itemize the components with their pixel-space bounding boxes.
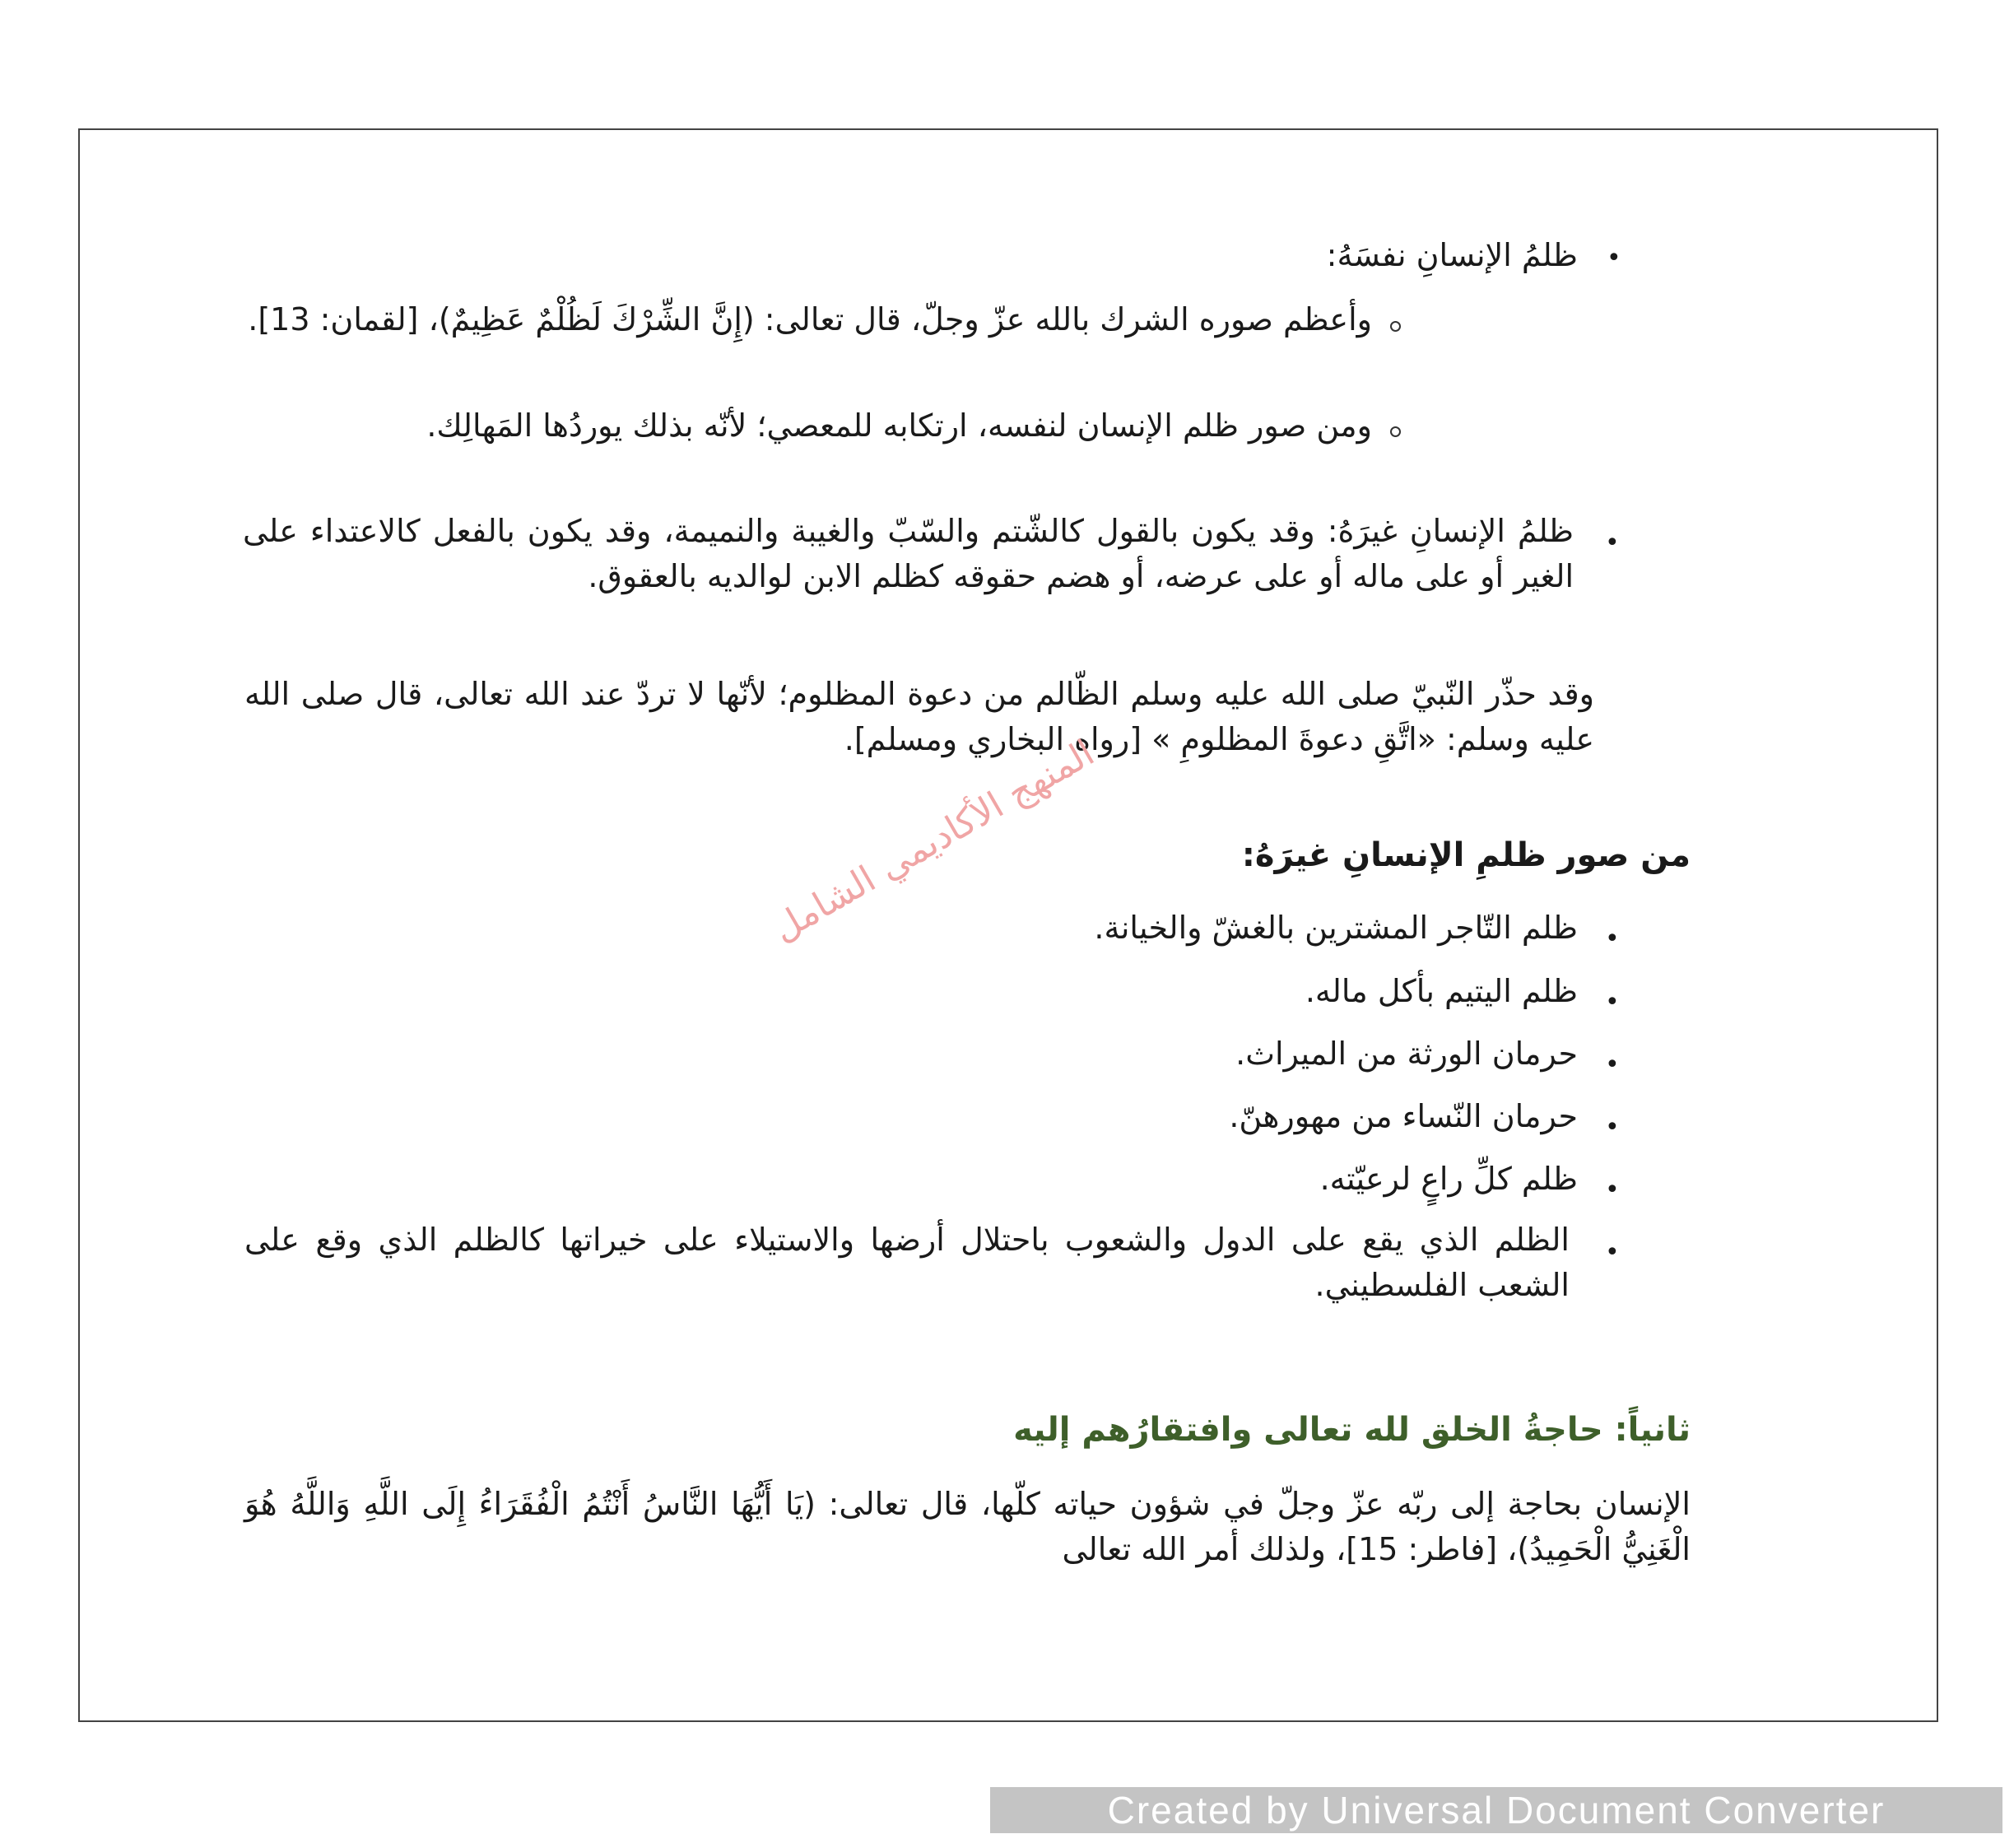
paragraph-prophet-warning: وقد حذّر النّبيّ صلى الله عليه وسلم الظّالم من دعوة المظلوم؛ لأنّها لا تردّ عند الله تعالى، قال صلى الله عليه وسلم: «اتَّقِ دعوةَ المظلومِ » [رواه البخاري ومسلم]. <box>244 676 1594 757</box>
list-item: الظلم الذي يقع على الدول والشعوب باحتلال أرضها والاستيلاء على خيراتها كالظلم الذي وقع على الشعب الفلسطيني. <box>244 1222 1570 1303</box>
circle-bullet <box>1390 426 1401 437</box>
converter-footer-banner: Created by Universal Document Converter <box>990 1787 2002 1833</box>
bullet-dot: • <box>1607 244 1621 272</box>
bullet-dot: • <box>1605 1238 1620 1267</box>
paragraph-need-for-god: الإنسان بحاجة إلى ربّه عزّ وجلّ في شؤون حياته كلّها، قال تعالى: (يَا أَيُّهَا النَّاسُ أَنْتُمُ الْفُقَرَاءُ إِلَى اللَّهِ وَاللَّهُ هُوَ الْغَنِيُّ الْحَمِيدُ)، [فاطر: 15]، ولذلك أمر الله تعالى <box>244 1486 1691 1567</box>
list-item: حرمان النّساء من مهورهنّ. <box>1229 1098 1578 1134</box>
bullet-dot: • <box>1605 988 1620 1017</box>
bullet-dot: • <box>1605 924 1620 953</box>
sub-item-sins: ومن صور ظلم الإنسان لنفسه، ارتكابه للمعصي؛ لأنّه بذلك يوردُها المَهالِك. <box>426 407 1372 444</box>
bullet-dot: • <box>1605 1113 1620 1142</box>
list-item: حرمان الورثة من الميراث. <box>1235 1036 1578 1072</box>
bullet-dot: • <box>1605 1175 1620 1204</box>
bullet-dot: • <box>1605 528 1620 557</box>
list-item: ظلم كلِّ راعٍ لرعيّته. <box>1319 1161 1578 1197</box>
section-heading-forms: من صور ظلمِ الإنسانِ غيرَهُ: <box>1241 836 1691 874</box>
watermark-stamp: المنهج الأكاديمي الشامل <box>765 732 1102 951</box>
section-heading-need-for-god: ثانياً: حاجةُ الخلق لله تعالى وافتقارُهم إليه <box>1013 1411 1691 1449</box>
bullet-dot: • <box>1605 1050 1620 1079</box>
sub-item-shirk: وأعظم صوره الشرك بالله عزّ وجلّ، قال تعالى: (إِنَّ الشِّرْكَ لَظُلْمٌ عَظِيمٌ)، [لقمان: 13]. <box>248 301 1372 337</box>
list-item: ظلم التّاجر المشترين بالغشّ والخيانة. <box>1094 910 1578 946</box>
bullet-title-self-injustice: ظلمُ الإنسانِ نفسَهُ: <box>1326 237 1578 273</box>
circle-bullet <box>1390 321 1401 332</box>
bullet-injustice-others: ظلمُ الإنسانِ غيرَهُ: وقد يكون بالقول كالشّتم والسّبّ والغيبة والنميمة، وقد يكون بالفعل كالاعتداء على الغير أو على ماله أو على عرضه، أو هضم حقوقه كظلم الابن لوالديه بالعقوق. <box>243 513 1574 594</box>
list-item: ظلم اليتيم بأكل ماله. <box>1305 973 1578 1009</box>
